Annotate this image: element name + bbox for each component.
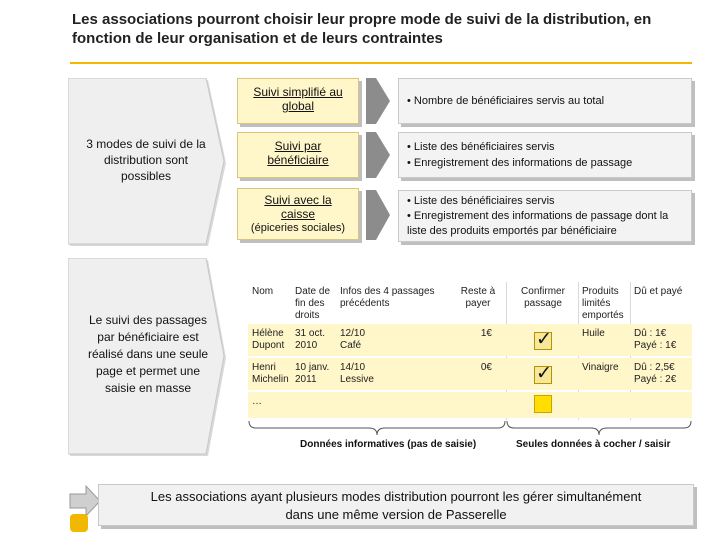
row-du: Dû : 2,5€ Payé : 2€ bbox=[634, 362, 677, 385]
mode-cash-register-box bbox=[237, 188, 359, 240]
modes-summary-text: 3 modes de suivi de la distribution sont possibles bbox=[86, 137, 206, 183]
brace-informative bbox=[248, 420, 506, 436]
desc-line: • Enregistrement des informations de passage bbox=[407, 157, 633, 169]
mode-simplified-box bbox=[237, 78, 359, 124]
header-date: Date de fin des droits bbox=[295, 286, 331, 321]
beneficiary-table bbox=[248, 282, 692, 422]
chevron-right-icon bbox=[366, 78, 390, 124]
bottom-note-box bbox=[98, 484, 694, 526]
mode-sublabel: (épiceries sociales) bbox=[250, 222, 346, 234]
row-infos: 12/10 Café bbox=[340, 328, 366, 351]
bottom-note-text: Les associations ayant plusieurs modes distribution pourront les gérer simultanément dans une même version de Passerelle bbox=[150, 489, 642, 522]
row-date: 31 oct. 2010 bbox=[295, 328, 326, 351]
modes-summary-panel bbox=[68, 78, 228, 248]
header-produits: Produits limités emportés bbox=[582, 286, 624, 321]
mode-label: Suivi par bénéficiaire bbox=[267, 139, 329, 167]
chevron-right-icon bbox=[366, 132, 390, 178]
desc-line: • Liste des bénéficiaires servis bbox=[407, 194, 555, 207]
desc-line: • Nombre de bénéficiaires servis au total bbox=[407, 95, 605, 107]
header-reste: Reste à payer bbox=[460, 286, 496, 309]
mode-simplified-desc bbox=[398, 78, 692, 124]
row-date: 10 janv. 2011 bbox=[295, 362, 330, 385]
row-nom: Henri Michelin bbox=[252, 362, 289, 385]
confirm-checkbox[interactable] bbox=[534, 329, 552, 350]
row-du: Dû : 1€ Payé : 1€ bbox=[634, 328, 677, 351]
checkmark-icon: ✓ bbox=[536, 363, 552, 384]
header-infos: Infos des 4 passages précédents bbox=[340, 286, 435, 309]
desc-line: • Liste des bénéficiaires servis bbox=[407, 141, 555, 153]
brace-input-label: Seules données à cocher / saisir bbox=[516, 439, 671, 450]
mode-label: Suivi simplifié au global bbox=[253, 85, 343, 113]
mode-label: Suivi avec la caisse bbox=[264, 193, 332, 221]
table-row bbox=[248, 392, 692, 418]
mode-cash-register-desc bbox=[398, 190, 692, 242]
page-title: Les associations pourront choisir leur propre mode de suivi de la distribution, en fonction de leur organisation et de leurs contraintes bbox=[72, 11, 652, 47]
row-ellipsis: … bbox=[252, 396, 262, 407]
row-produits: Vinaigre bbox=[582, 362, 619, 373]
chevron-right-icon bbox=[366, 190, 390, 240]
row-reste: 1€ bbox=[480, 328, 492, 339]
title-divider bbox=[70, 62, 692, 64]
row-nom: Hélène Dupont bbox=[252, 328, 285, 351]
mode-per-beneficiary-box bbox=[237, 132, 359, 178]
row-infos: 14/10 Lessive bbox=[340, 362, 374, 385]
brace-input bbox=[506, 420, 692, 436]
arrow-right-icon bbox=[68, 484, 102, 518]
header-du: Dû et payé bbox=[634, 286, 683, 297]
brace-informative-label: Données informatives (pas de saisie) bbox=[300, 439, 477, 450]
mode-per-beneficiary-desc bbox=[398, 132, 692, 178]
single-page-panel bbox=[68, 258, 228, 458]
row-reste: 0€ bbox=[480, 362, 492, 373]
header-confirm: Confirmer passage bbox=[521, 286, 565, 309]
confirm-checkbox[interactable] bbox=[534, 363, 552, 384]
checkmark-icon: ✓ bbox=[536, 329, 552, 350]
single-page-text: Le suivi des passages par bénéficiaire est réalisé dans une seule page et permet une saisie en masse bbox=[87, 313, 209, 395]
logo-icon bbox=[70, 514, 88, 532]
desc-line: • Enregistrement des informations de passage dont la liste des produits emportés par bénéficiaire bbox=[407, 209, 669, 237]
confirm-checkbox[interactable] bbox=[534, 395, 552, 413]
row-produits: Huile bbox=[582, 328, 605, 339]
header-name: Nom bbox=[252, 286, 274, 297]
